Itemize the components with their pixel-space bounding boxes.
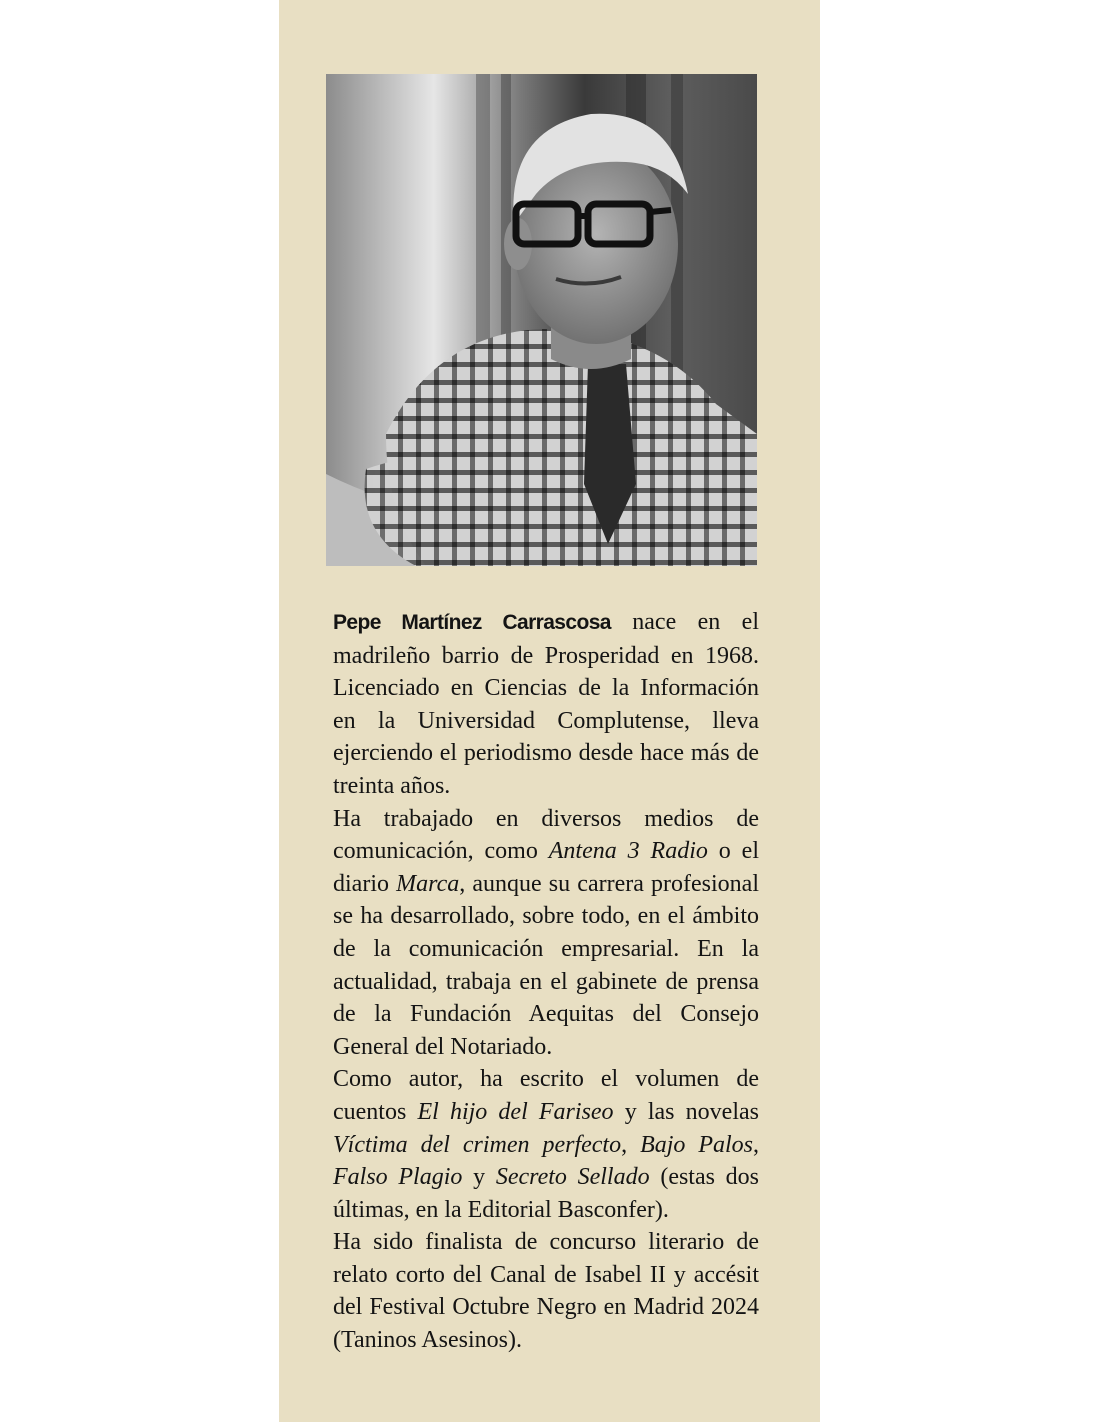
bio-text: Ha sido finalista de concurso literario de relato corto del Canal de Isabel II y accésit del Festival Octubre Negro en Madrid 2024 (Taninos Asesinos).: [333, 1229, 759, 1354]
author-biography: [333, 606, 759, 1357]
bio-text: y las novelas: [613, 1098, 759, 1125]
bio-text: o el diario: [333, 838, 760, 897]
bio-paragraph-origin: [333, 606, 759, 803]
media-title: Marca: [396, 870, 460, 897]
bio-paragraph-works: [333, 1063, 759, 1226]
bio-text: ,: [753, 1131, 760, 1158]
bio-text: (estas dos últimas, en la Editorial Basconfer).: [333, 1164, 760, 1223]
bio-paragraph-career: [333, 803, 759, 1064]
bio-text: , aunque su carrera profesional se ha desarrollado, sobre todo, en el ámbito de la comunicación empresarial. En la actualidad, trabaja en el gabinete de prensa de la Fundación Aequitas del Consejo General del Notariado.: [333, 870, 759, 1060]
media-title: Antena 3 Radio: [548, 838, 708, 865]
book-title: Víctima del crimen perfecto: [333, 1131, 622, 1158]
bio-text: Ha trabajado en diversos medios de comunicación, como: [333, 805, 759, 865]
book-title: Falso Plagio: [333, 1164, 463, 1191]
bio-paragraph-awards: [333, 1226, 759, 1356]
bio-text: Como autor, ha escrito el volumen de cuentos: [333, 1066, 759, 1125]
book-title: Bajo Palos: [640, 1131, 754, 1158]
book-title: Secreto Sellado: [495, 1164, 650, 1191]
author-name: Pepe Martínez Carrascosa: [333, 611, 611, 634]
author-portrait-icon: [326, 74, 757, 566]
bio-text: ,: [621, 1131, 641, 1158]
author-photo: [326, 74, 757, 566]
book-title: El hijo del Fariseo: [417, 1098, 614, 1125]
bio-origin-text: nace en el madrileño barrio de Prosperidad en 1968. Licenciado en Ciencias de la Información en la Universidad Complutense, lleva ejerciendo el periodismo desde hace más de treinta años.: [333, 609, 759, 799]
bio-text: y: [462, 1164, 496, 1191]
